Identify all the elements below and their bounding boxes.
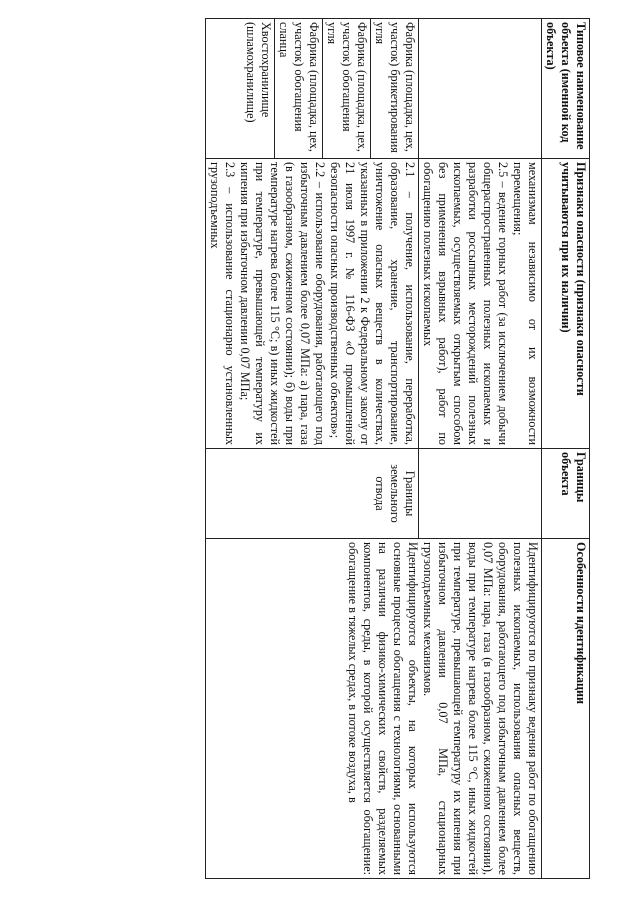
cell-signs <box>206 159 419 449</box>
object-name: Фабрика (площадка, цех, участок) обогащения угля <box>322 19 370 158</box>
sign-text: 2.1 – получение, использование, переработка, образование, хранение, транспортирование, уничтожение опасных веществ в количествах, указанных в приложении 2 к Федеральному закону от 21 июля 1997 г. № 116-ФЗ «О промышленной безопасности опасных производственных объектов»; <box>328 162 417 445</box>
cell-signs <box>419 159 542 449</box>
cell-features <box>206 539 542 879</box>
sign-text: 2.2 – использование оборудования, работающего под избыточным давлением более 0,07 МПа: а) пара, газа (в газообразном, сжиженном состоянии); б) воды при температуре нагрева более 115 °С; в) иных жидкостей при температуре, превышающей температуру их кипения при избыточном давлении 0,07 МПа; <box>238 162 327 445</box>
object-name: Фабрика (площадка, цех, участок) обогащения сланца <box>274 19 322 158</box>
cell-object <box>419 19 542 159</box>
object-name: Хвостохранилище (шламохранилище) <box>244 22 273 123</box>
rotated-table-container <box>40 18 590 878</box>
sign-text: механизмам независимо от их возможности перемещения; <box>511 162 540 445</box>
cell-boundaries: Границы земельного отвода <box>206 449 419 539</box>
cell-boundaries <box>419 449 542 539</box>
header-object-name: Типовое наименование объекта (именной код объекта) <box>542 19 590 159</box>
identification-table <box>205 18 590 879</box>
table-row <box>419 19 542 879</box>
sign-text: 2.5 – ведение горных работ (за исключением добычи общераспространенных полезных ископаемых и разработки россыпных месторождений полезных ископаемых, осуществляемых открытым способом без применения взрывных работ), работ по обогащению полезных ископаемых <box>421 162 510 445</box>
object-name: Фабрика (площадка, цех, участок) брикетирования угля <box>370 19 418 158</box>
header-danger-signs: Признаки опасности (признаки опасности учитываются при их наличии) <box>542 159 590 449</box>
cell-objects <box>206 19 419 159</box>
sign-text: 2.3 – использование стационарно установленных грузоподъемных <box>208 162 237 445</box>
feature-text: Идентифицируются по признаку ведения работ по обогащению полезных ископаемых, использования опасных веществ, оборудования, работающего под избыточным давлением более 0,07 МПа: пара, газа (в газообразном, сжиженном состоянии), воды при температуре нагрева более 115 °С, иных жидкостей при температуре, превышающей температуру их кипения при избыточном давлении 0,07 МПа, стационарных грузоподъемных механизмов. <box>421 542 540 875</box>
header-features: Особенности идентификации <box>542 539 590 879</box>
header-boundaries: Границы объекта <box>542 449 590 539</box>
feature-text: Идентифицируются объекты, на которых используются основные процессы обогащения с технологиями, основанными на различии физико-химических свойств, разделяемых компонентов, среды, в которой осуществляется обогащение: обогащение в тяжелых средах, в потоке воздуха, в <box>346 542 420 875</box>
table-header-row <box>542 19 590 879</box>
